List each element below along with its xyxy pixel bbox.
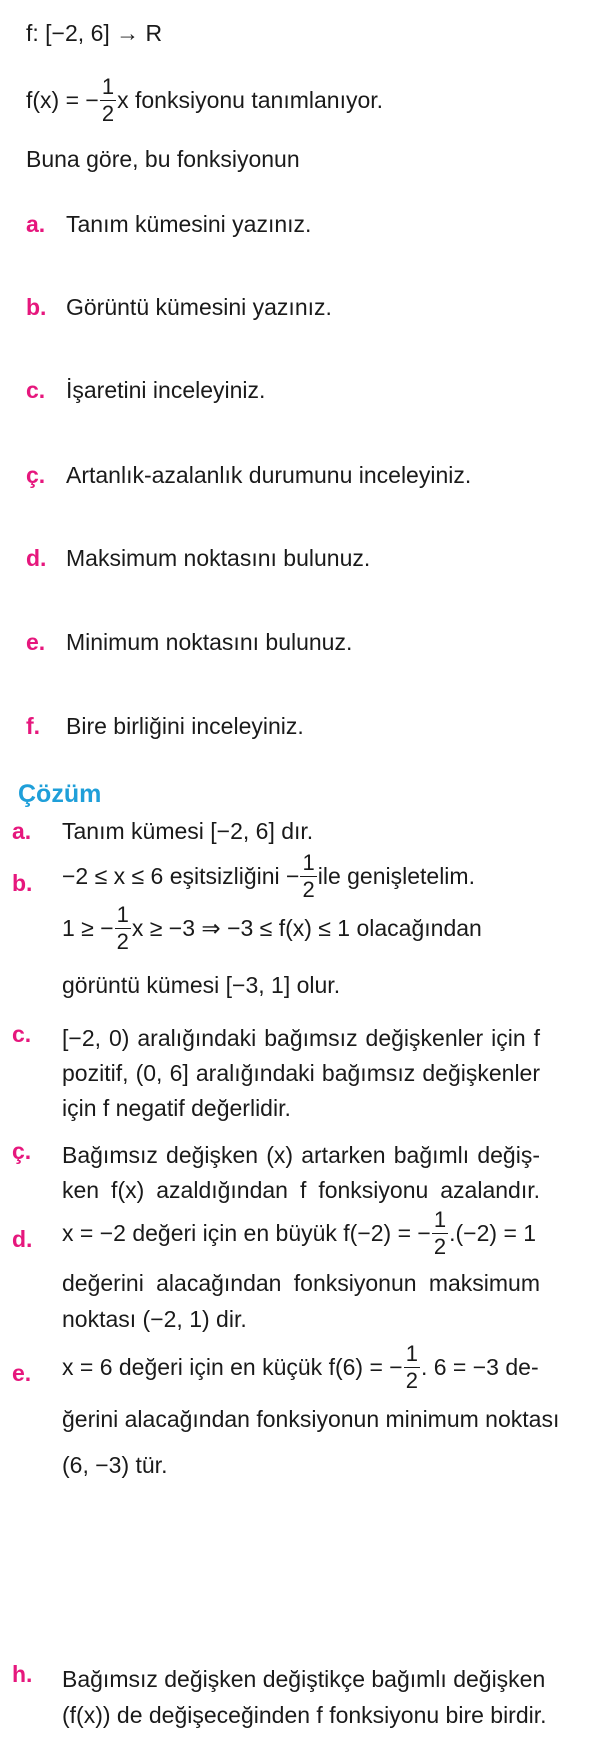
fraction: $\frac{1}{2}$ [405,1341,418,1393]
question-b: b. Görüntü kümesini yazınız. [26,294,332,320]
solution-letter-a: a. [12,818,32,844]
solution-d-line1: x = −2 değeri için en büyük f(−2) = − $\frac{1}{2}$ .(−2) = 1 [62,1207,537,1259]
question-c: c. İşaretini inceleyiniz. [26,377,266,403]
solution-letter-cc: ç. [12,1138,32,1164]
domain-line: f: [−2, 6] → R [26,20,163,46]
solution-title: Çözüm [18,780,102,808]
solution-b-line3: görüntü kümesi [−3, 1] olur. [62,972,341,998]
solution-letter-c: c. [12,1021,32,1047]
function-prefix: f(x) = − [26,87,99,113]
intro-text: Buna göre, bu fonksiyonun [26,146,300,172]
solution-c-text: [−2, 0) aralığındaki bağımsız değişkenler için f pozitif, (0, 6] aralığındaki bağımsız değişkenler için f negatif değerlidir. [62,1025,540,1121]
function-suffix: x fonksiyonu tanımlanıyor. [117,87,384,113]
solution-letter-e: e. [12,1360,32,1386]
question-e: e. Minimum noktasını bulunuz. [26,629,353,655]
solution-e-line1: x = 6 değeri için en küçük f(6) = − $\frac{1}{2}$ . 6 = −3 de- [62,1341,539,1393]
solution-a-text: Tanım kümesi [−2, 6] dır. [62,818,314,844]
fraction: $\frac{1}{2}$ [101,74,115,126]
function-definition [26,76,383,125]
question-cc: ç. Artanlık-azalanlık durumunu inceleyiniz. [26,462,472,488]
solution-letter-h: h. [12,1661,33,1687]
fraction: $\frac{1}{2}$ [116,902,129,954]
question-f: f. Bire birliğini inceleyiniz. [26,713,304,739]
solution-d-text: değerini alacağından fonksiyonun maksimum noktası (−2, 1) dir. [62,1270,540,1332]
solution-letter-b: b. [12,870,33,896]
fraction: $\frac{1}{2}$ [433,1207,447,1259]
fraction: $\frac{1}{2}$ [302,850,315,902]
question-a: a. Tanım kümesini yazınız. [26,211,312,237]
solution-h-text: Bağımsız değişken değiştikçe bağımlı değişken (f(x)) de değişeceğinden f fonksiyonu bire birdir. [62,1666,547,1728]
question-d: d. Maksimum noktasını bulunuz. [26,545,371,571]
solution-letter-d: d. [12,1226,33,1252]
solution-cc-text: Bağımsız değişken (x) artarken bağımlı değiş- ken f(x) azaldığından f fonksiyonu azalandır. [62,1142,540,1203]
solution-b-line1: −2 ≤ x ≤ 6 eşitsizliğini − $\frac{1}{2}$ ile genişletelim. [62,850,475,902]
solution-b-line2: 1 ≥ − $\frac{1}{2}$ x ≥ −3 ⇒ −3 ≤ f(x) ≤ 1 olacağından [62,902,482,954]
solution-e-text: ğerini alacağından fonksiyonun minimum noktası (6, −3) tür. [62,1406,560,1478]
